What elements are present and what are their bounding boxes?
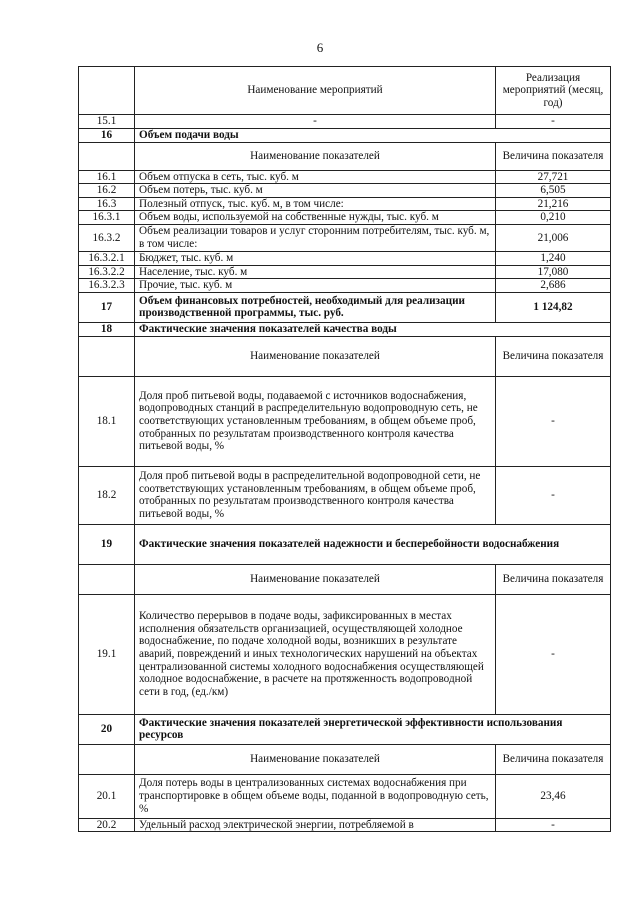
subheader-value: Величина показателя — [496, 744, 611, 774]
row-num: 16.2 — [79, 184, 135, 198]
row-name: Объем отпуска в сеть, тыс. куб. м — [135, 170, 496, 184]
row-num: 18.2 — [79, 466, 135, 524]
row-value: 21,216 — [496, 197, 611, 211]
section-title: Фактические значения показателей энергетической эффективности использования ресурсов — [135, 714, 611, 744]
row-name: Количество перерывов в подаче воды, зафиксированных в местах исполнения обязательств организацией, осуществляющей холодное водоснабжение, по подаче холодной воды, возникших в результате аварий, повреждений и иных технологических нарушений на объектах централизованной системы холодного водоснабжения осуществляющей холодное водоснабжение, в расчете на протяженность водопроводной сети в год, (ед./км) — [135, 594, 496, 714]
subheader-name: Наименование показателей — [135, 336, 496, 376]
table-row — [79, 376, 611, 466]
row-name: Население, тыс. куб. м — [135, 265, 496, 279]
table-row — [79, 594, 611, 714]
header-name: Наименование мероприятий — [135, 67, 496, 115]
section-row — [79, 322, 611, 336]
row-value: 1,240 — [496, 251, 611, 265]
subheader-name: Наименование показателей — [135, 744, 496, 774]
section-num: 16 — [79, 128, 135, 142]
table-row — [79, 818, 611, 832]
header-value: Реализация мероприятий (месяц, год) — [496, 67, 611, 115]
section-value: 1 124,82 — [496, 292, 611, 322]
subheader-value: Величина показателя — [496, 336, 611, 376]
section-num: 18 — [79, 322, 135, 336]
row-value: - — [496, 376, 611, 466]
subheader-row — [79, 744, 611, 774]
table-row — [79, 224, 611, 251]
subheader-name: Наименование показателей — [135, 564, 496, 594]
table-row — [79, 279, 611, 293]
row-value: 21,006 — [496, 224, 611, 251]
row-num: 20.1 — [79, 774, 135, 818]
subheader-value: Величина показателя — [496, 564, 611, 594]
subheader-row — [79, 564, 611, 594]
table-row — [79, 197, 611, 211]
row-num: 16.3.1 — [79, 211, 135, 225]
section-title: Объем подачи воды — [135, 128, 611, 142]
section-row — [79, 292, 611, 322]
section-title: Фактические значения показателей качества воды — [135, 322, 611, 336]
row-name: Доля потерь воды в централизованных системах водоснабжения при транспортировке в общем объеме воды, поданной в водопроводную сеть, % — [135, 774, 496, 818]
section-row — [79, 524, 611, 564]
row-name: Доля проб питьевой воды в распределительной водопроводной сети, не соответствующих установленным требованиям, в общем объеме проб, отобранных по результатам производственного контроля качества питьевой воды, % — [135, 466, 496, 524]
table-row — [79, 115, 611, 129]
section-title: Фактические значения показателей надежности и бесперебойности водоснабжения — [135, 524, 611, 564]
section-num: 19 — [79, 524, 135, 564]
row-name: Прочие, тыс. куб. м — [135, 279, 496, 293]
row-num: 16.3.2.2 — [79, 265, 135, 279]
row-value: 23,46 — [496, 774, 611, 818]
row-name: Объем потерь, тыс. куб. м — [135, 184, 496, 198]
subheader-num-cell — [79, 564, 135, 594]
row-value: - — [496, 594, 611, 714]
table-row — [79, 774, 611, 818]
subheader-num-cell — [79, 336, 135, 376]
row-value: 6,505 — [496, 184, 611, 198]
row-value: - — [496, 466, 611, 524]
table-row — [79, 466, 611, 524]
row-num: 16.3.2 — [79, 224, 135, 251]
row-name: - — [135, 115, 496, 129]
subheader-name: Наименование показателей — [135, 142, 496, 170]
row-value: 17,080 — [496, 265, 611, 279]
row-value: 2,686 — [496, 279, 611, 293]
section-num: 20 — [79, 714, 135, 744]
row-name: Бюджет, тыс. куб. м — [135, 251, 496, 265]
subheader-value: Величина показателя — [496, 142, 611, 170]
table-row — [79, 211, 611, 225]
page-number: 6 — [316, 40, 324, 55]
subheader-num-cell — [79, 142, 135, 170]
row-name: Объем реализации товаров и услуг сторонним потребителям, тыс. куб. м, в том числе: — [135, 224, 496, 251]
row-name: Доля проб питьевой воды, подаваемой с источников водоснабжения, водопроводных станций в распределительную водопроводную сеть, не соответствующих установленным требованиям, в общем объеме проб, отобранных по результатам производственного контроля качества питьевой воды, % — [135, 376, 496, 466]
subheader-row — [79, 142, 611, 170]
row-num: 15.1 — [79, 115, 135, 129]
table-row — [79, 170, 611, 184]
row-num: 20.2 — [79, 818, 135, 832]
row-name: Полезный отпуск, тыс. куб. м, в том числе: — [135, 197, 496, 211]
row-value: 27,721 — [496, 170, 611, 184]
table-row — [79, 265, 611, 279]
row-num: 16.1 — [79, 170, 135, 184]
row-num: 16.3 — [79, 197, 135, 211]
subheader-num-cell — [79, 744, 135, 774]
row-num: 18.1 — [79, 376, 135, 466]
row-num: 19.1 — [79, 594, 135, 714]
program-table — [78, 66, 611, 832]
row-name: Объем воды, используемой на собственные нужды, тыс. куб. м — [135, 211, 496, 225]
row-name: Удельный расход электрической энергии, потребляемой в — [135, 818, 496, 832]
table-row — [79, 184, 611, 198]
row-num: 16.3.2.1 — [79, 251, 135, 265]
row-value: - — [496, 818, 611, 832]
section-row — [79, 714, 611, 744]
section-title: Объем финансовых потребностей, необходимый для реализации производственной программы, тыс. руб. — [135, 292, 496, 322]
section-num: 17 — [79, 292, 135, 322]
header-num-cell — [79, 67, 135, 115]
row-value: 0,210 — [496, 211, 611, 225]
subheader-row — [79, 336, 611, 376]
table-header-row — [79, 67, 611, 115]
table-row — [79, 251, 611, 265]
section-row — [79, 128, 611, 142]
row-value: - — [496, 115, 611, 129]
row-num: 16.3.2.3 — [79, 279, 135, 293]
